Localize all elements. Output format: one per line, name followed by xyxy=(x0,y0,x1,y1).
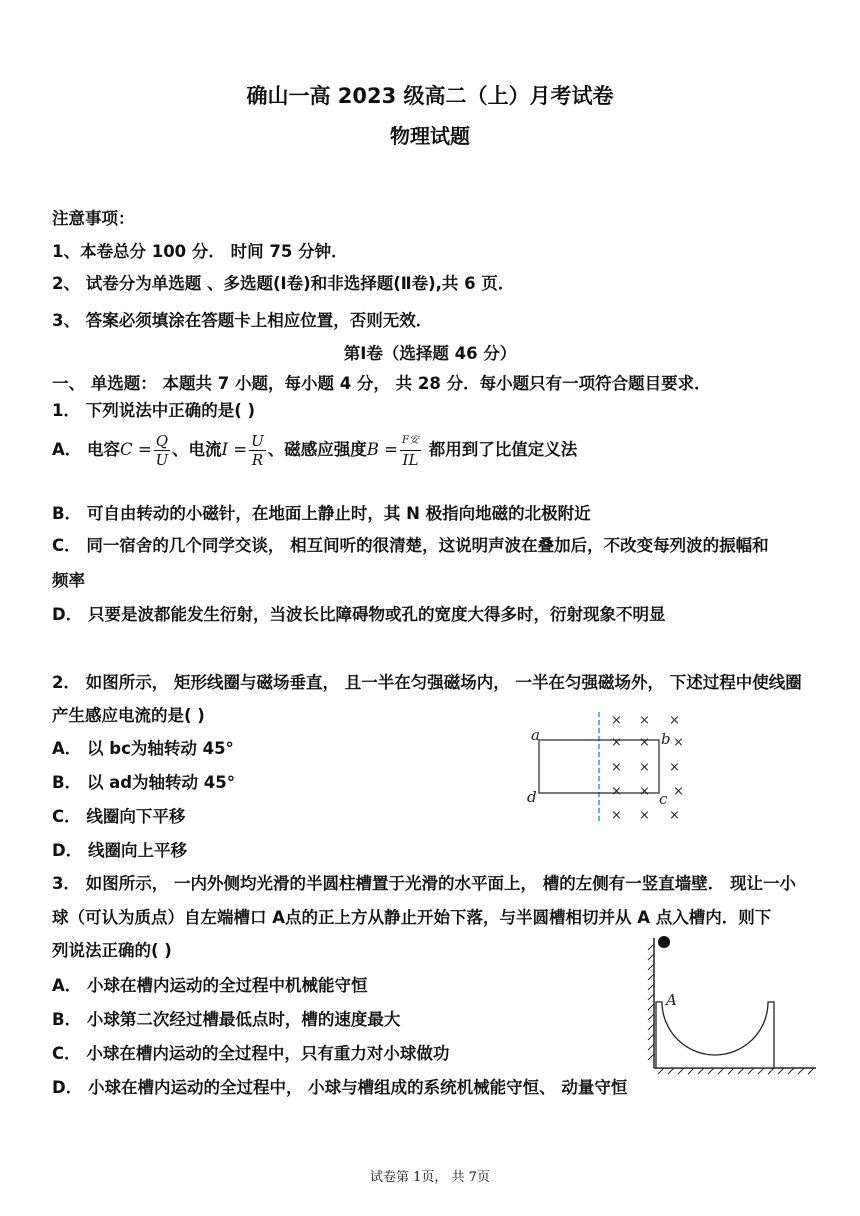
q1-stem: 1． 下列说法中正确的是( ) xyxy=(52,401,256,420)
q3-stem: 3． 如图所示， 一内外侧均光滑的半圆柱槽置于光滑的水平面上， 槽的左侧有一竖直墙壁． 现让一小 xyxy=(52,874,796,893)
q1-option-c-cont: 频率 xyxy=(52,571,85,590)
q1-a-i-fraction: $\frac{U}{R}$ xyxy=(251,432,264,469)
notice-heading: 注意事项： xyxy=(52,209,135,228)
ball xyxy=(658,936,670,948)
svg-text:×: × xyxy=(639,735,650,750)
q1-option-a xyxy=(52,432,577,469)
q3-option-a: A． 小球在槽内运动的全过程中机械能守恒 xyxy=(52,976,368,995)
svg-text:×: × xyxy=(611,713,622,728)
section-title: 第Ⅰ卷（选择题 46 分） xyxy=(343,344,517,363)
q1-a-c-lhs: C = xyxy=(120,440,152,459)
q3-trough-figure xyxy=(640,930,820,1078)
svg-text:×: × xyxy=(669,760,680,775)
q3-option-d: D． 小球在槽内运动的全过程中， 小球与槽组成的系统机械能守恒、 动量守恒 xyxy=(52,1078,628,1097)
q2-stem: 2． 如图所示， 矩形线圈与磁场垂直， 且一半在匀强磁场内， 一半在匀强磁场外， 下述过程中使线圈 xyxy=(52,673,802,692)
label-b: b xyxy=(661,730,671,748)
q1-a-b-lhs: B = xyxy=(366,440,398,459)
q1-a-text2: 、电流 xyxy=(172,440,222,459)
svg-text:×: × xyxy=(639,784,650,799)
q3-stem-cont: 球（可认为质点）自左端槽口 A点的正上方从静止开始下落，与半圆槽相切并从 A 点入槽内．则下 xyxy=(52,908,772,927)
svg-text:×: × xyxy=(669,808,680,823)
wall-hatch xyxy=(648,944,654,1060)
svg-text:×: × xyxy=(611,808,622,823)
label-A: A xyxy=(666,991,677,1009)
label-a: a xyxy=(531,726,540,744)
floor-hatch xyxy=(658,1068,814,1074)
q1-a-i-lhs: I = xyxy=(221,440,248,459)
svg-text:×: × xyxy=(673,735,684,750)
notice-item-1: 1、本卷总分 100 分． 时间 75 分钟． xyxy=(52,242,348,261)
svg-text:×: × xyxy=(673,784,684,799)
svg-text:×: × xyxy=(669,713,680,728)
label-d: d xyxy=(527,788,537,806)
notice-item-3: 3、 答案必须填涂在答题卡上相应位置，否则无效． xyxy=(52,311,433,330)
q3-option-c: C． 小球在槽内运动的全过程中，只有重力对小球做功 xyxy=(52,1044,450,1063)
page-footer: 试卷第 1页， 共 7页 xyxy=(370,1170,490,1185)
svg-text:×: × xyxy=(611,735,622,750)
q1-a-text4: 都用到了比值定义法 xyxy=(428,440,578,459)
q1-a-b-fraction: $\frac{\text{F安}}{IL}$ xyxy=(400,432,421,469)
q2-option-c: C． 线圈向下平移 xyxy=(52,807,186,826)
q2-option-d: D． 线圈向上平移 xyxy=(52,841,187,860)
magnetic-field-crosses xyxy=(611,713,684,823)
q1-a-text1: 电容 xyxy=(87,440,121,459)
q2-stem-cont: 产生感应电流的是( ) xyxy=(52,706,205,725)
svg-text:×: × xyxy=(611,784,622,799)
svg-text:×: × xyxy=(639,808,650,823)
q2-option-b: B． 以 ad为轴转动 45° xyxy=(52,773,235,792)
notice-item-2: 2、 试卷分为单选题 、多选题(Ⅰ卷)和非选择题(Ⅱ卷),共 6 页． xyxy=(52,274,515,293)
q2-option-a: A． 以 bc为轴转动 45° xyxy=(52,739,234,758)
q1-option-b: B． 可自由转动的小磁针，在地面上静止时，其 N 极指向地磁的北极附近 xyxy=(52,504,591,523)
q1-option-d: D． 只要是波都能发生衍射，当波长比障碍物或孔的宽度大得多时，衍射现象不明显 xyxy=(52,605,666,624)
svg-text:×: × xyxy=(611,760,622,775)
label-c: c xyxy=(659,790,668,808)
q1-a-text3: 、磁感应强度 xyxy=(267,440,367,459)
q3-stem-cont2: 列说法正确的( ) xyxy=(52,941,172,960)
section-instruction: 一、 单选题： 本题共 7 小题，每小题 4 分， 共 28 分．每小题只有一项符合题目要求． xyxy=(52,374,711,393)
svg-text:×: × xyxy=(639,713,650,728)
q1-option-c: C． 同一宿舍的几个同学交谈， 相互间听的很清楚，这说明声波在叠加后，不改变每列波的振幅和 xyxy=(52,536,769,555)
svg-text:×: × xyxy=(639,760,650,775)
exam-title: 确山一高 2023 级高二（上）月考试卷 xyxy=(246,84,614,108)
semicircular-trough xyxy=(656,1002,774,1068)
exam-subtitle: 物理试题 xyxy=(390,124,470,148)
q1-a-label: A． xyxy=(52,440,82,459)
q1-a-c-fraction: $\frac{Q}{U}$ xyxy=(155,432,169,469)
q2-coil-figure xyxy=(525,708,695,826)
q3-option-b: B． 小球第二次经过槽最低点时，槽的速度最大 xyxy=(52,1010,401,1029)
